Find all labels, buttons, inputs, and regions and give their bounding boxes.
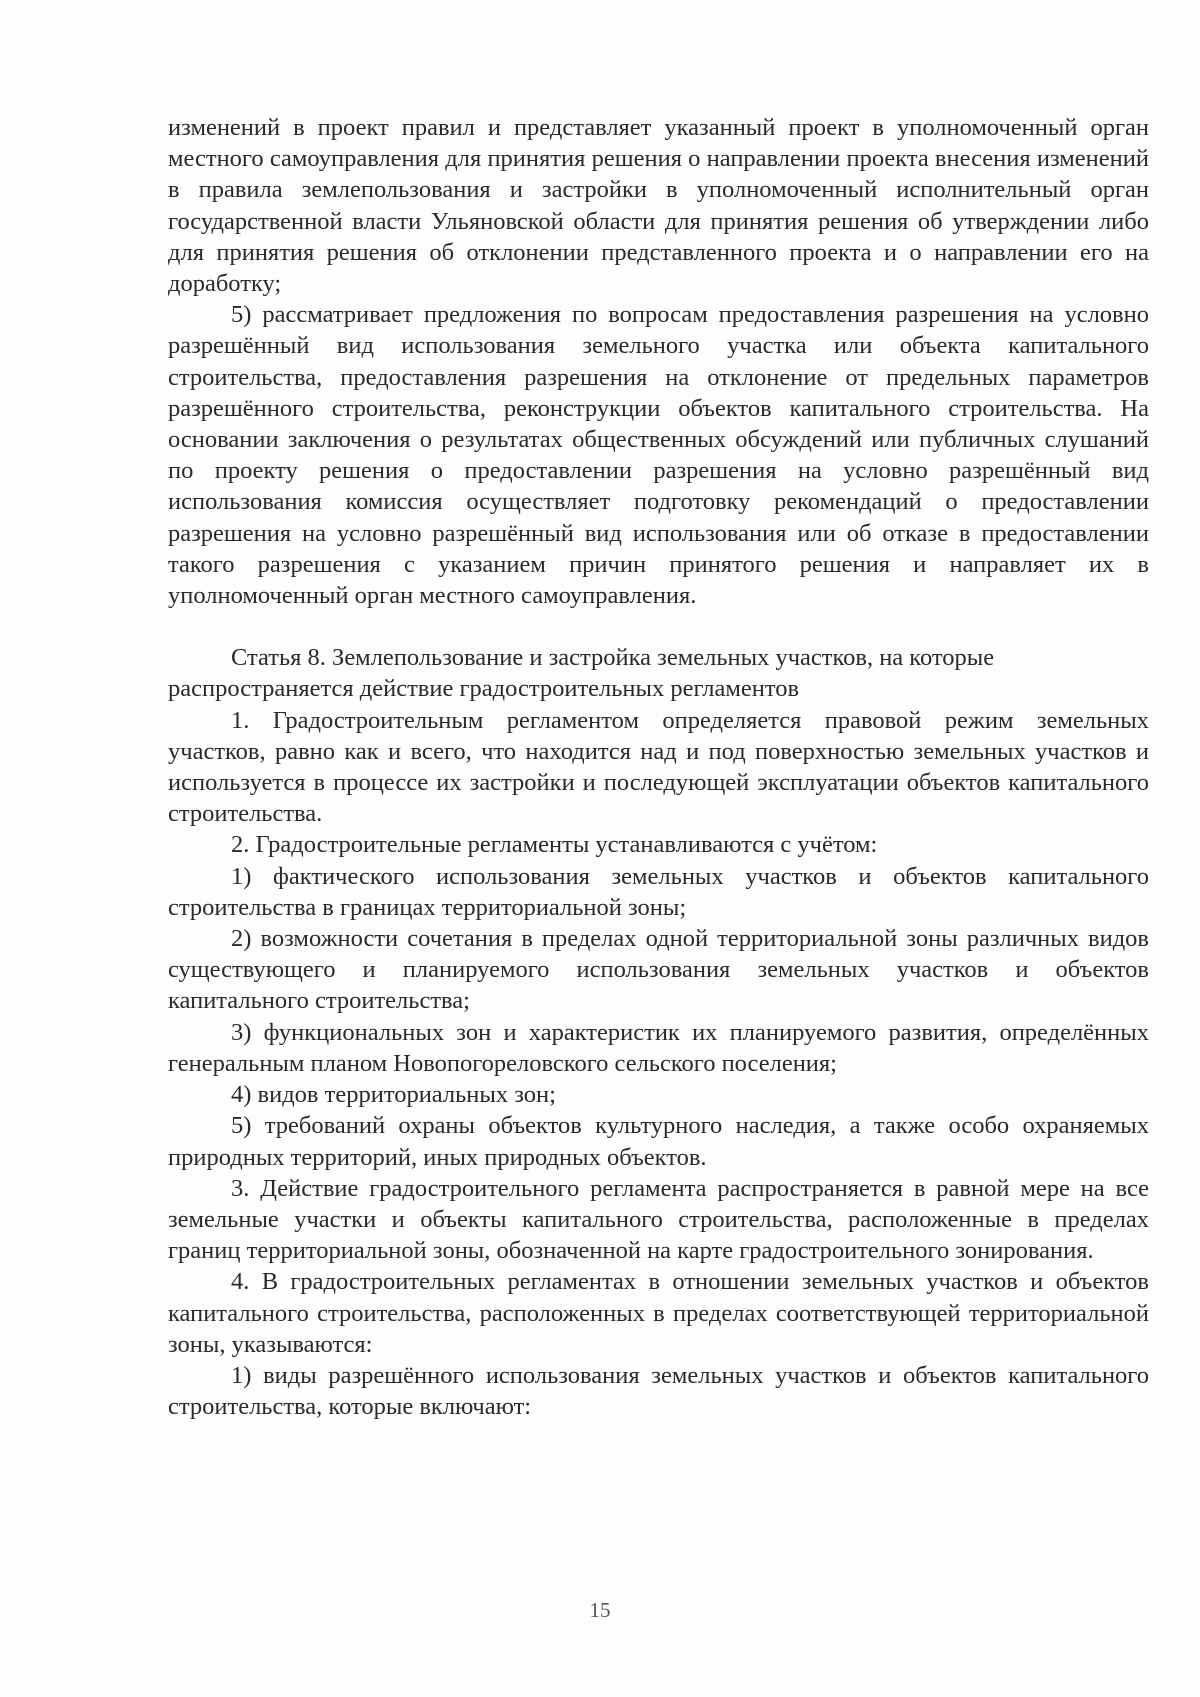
paragraph-2-regulations-established: 2. Градостроительные регламенты устанавливаются с учётом:	[231, 831, 878, 859]
paragraph-1-regulation: 1. Градостроительным регламентом определяется правовой режим земельных участков, равно как и всего, что находится над и под поверхностью земельных участков и используется в процессе их застройки и последующей эксплуатации объектов капитального строительства.	[168, 706, 1149, 828]
page-number: 15	[589, 1598, 611, 1622]
paragraph-3-scope: 3. Действие градостроительного регламента распространяется в равной мере на все земельные участки и объекты капитального строительства, расположенные в пределах границ территориальной зоны, обозначенной на карте градостроительного зонирования.	[168, 1174, 1149, 1265]
article-8-heading: Статья 8. Землепользование и застройка земельных участков, на которые распространяется действие градостроительных регламентов	[168, 644, 995, 703]
list-item-functional-zones: 3) функциональных зон и характеристик их планируемого развития, определённых генеральным планом Новопогореловского сельского поселения;	[168, 1018, 1149, 1077]
list-item-zone-types: 4) видов территориальных зон;	[231, 1081, 556, 1109]
list-item-heritage-protection: 5) требований охраны объектов культурного наследия, а также особо охраняемых природных территорий, иных природных объектов.	[168, 1112, 1149, 1171]
paragraph-item-5-proposals: 5) рассматривает предложения по вопросам предоставления разрешения на условно разрешённый вид использования земельного участка или объекта капитального строительства, предоставления разрешения на отклонение от предельных параметров разрешённого строительства, реконструкции объектов капитального строительства. На основании заключения о результатах общественных обсуждений или публичных слушаний по проекту решения о предоставлении разрешения на условно разрешённый вид использования комиссия осуществляет подготовку рекомендаций о предоставлении разрешения на условно разрешённый вид использования или об отказе в предоставлении такого разрешения с указанием причин принятого решения и направляет их в уполномоченный орган местного самоуправления.	[168, 301, 1149, 610]
list-item-combination: 2) возможности сочетания в пределах одной территориальной зоны различных видов существующего и планируемого использования земельных участков и объектов капитального строительства;	[168, 925, 1149, 1015]
paragraph-4-contents: 4. В градостроительных регламентах в отношении земельных участков и объектов капитального строительства, расположенных в пределах соответствующей территориальной зоны, указываются:	[168, 1268, 1149, 1358]
list-item-actual-use: 1) фактического использования земельных участков и объектов капитального строительства в границах территориальной зоны;	[168, 862, 1149, 921]
paragraph-continuation: изменений в проект правил и представляет указанный проект в уполномоченный орган местного самоуправления для принятия решения о направлении проекта внесения изменений в правила землепользования и застройки в уполномоченный исполнительный орган государственной власти Ульяновской области для принятия решения об утверждении либо для принятия решения об отклонении представленного проекта и о направлении его на доработку;	[168, 114, 1149, 298]
document-body	[168, 112, 1149, 1422]
list-item-permitted-use: 1) виды разрешённого использования земельных участков и объектов капитального строительства, которые включают:	[168, 1361, 1149, 1421]
